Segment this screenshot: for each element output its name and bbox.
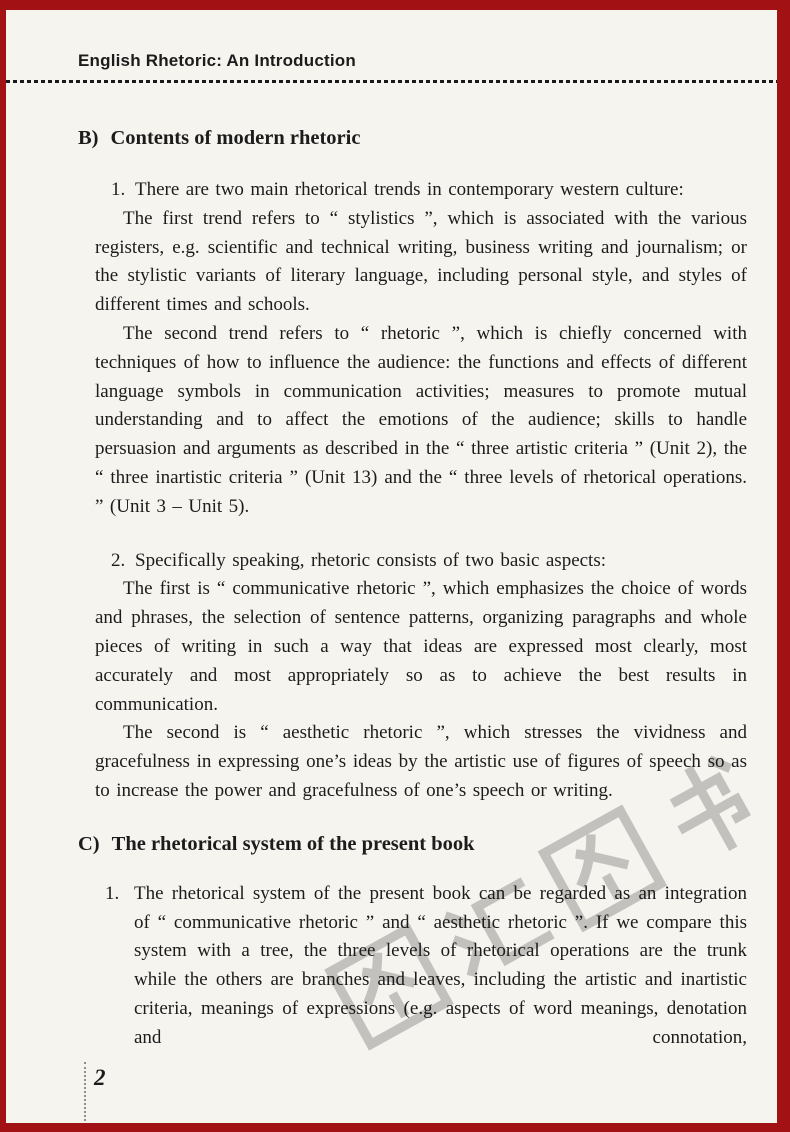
paragraph: The first is “ communicative rhetoric ”, which emphasizes the choice of words and phrases, the selection of sentence patterns, organizing paragraphs and whole pieces of writing in such a way that ideas are expressed most clearly, most accurately and most appropriately so as to achieve the best results in communication. (95, 578, 747, 715)
section-b-heading (78, 125, 747, 151)
paragraph: The first trend refers to “ stylistics ”, which is associated with the various registers, e.g. scientific and technical writing, business writing and journalism; or the stylistic variants of literary language, including personal style, and styles of different times and schools. (95, 207, 747, 316)
item-text: There are two main rhetorical trends in contemporary western culture: (135, 179, 684, 200)
section-b-label: B) (78, 127, 99, 149)
section-b-title: Contents of modern rhetoric (110, 127, 361, 149)
header-divider (6, 80, 777, 83)
section-c-heading (78, 831, 747, 857)
section-c-label: C) (78, 832, 100, 855)
numbered-item (111, 547, 747, 576)
numbered-item (111, 176, 747, 205)
page-body (6, 51, 777, 1053)
page-number: 2 (94, 1065, 106, 1090)
item-number: 1. (105, 882, 120, 904)
item-number: 1. (111, 179, 126, 200)
numbered-item (105, 880, 747, 1053)
running-header: English Rhetoric: An Introduction (78, 51, 356, 70)
item-text: The rhetorical system of the present book can be regarded as an integration of “ communicative rhetoric ” and “ aesthetic rhetoric ”. If we compare this system with a tree, the three levels of rhetorical operations are the trunk while the others are branches and leaves, including the artistic and inartistic criteria, meanings of expressions (e.g. aspects of word meanings, denotation and connotation, (134, 882, 747, 1048)
paragraph: The second trend refers to “ rhetoric ”, which is chiefly concerned with techniques of how to influence the audience: the functions and effects of different language symbols in communication activities; measures to promote mutual understanding and to affect the emotions of the audience; skills to handle persuasion and arguments as described in the “ three artistic criteria ” (Unit 2), the “ three inartistic criteria ” (Unit 13) and the “ three levels of rhetorical operations. ” (Unit 3 – Unit 5). (95, 322, 747, 517)
footer-divider (84, 1062, 86, 1132)
paragraph: The second is “ aesthetic rhetoric ”, which stresses the vividness and gracefulness in expressing one’s ideas by the artistic use of figures of speech so as to increase the power and gracefulness of one’s speech or writing. (95, 722, 747, 801)
section-c-title: The rhetorical system of the present book (111, 832, 475, 855)
item-text: Specifically speaking, rhetoric consists of two basic aspects: (135, 549, 607, 571)
item-number: 2. (111, 549, 126, 571)
